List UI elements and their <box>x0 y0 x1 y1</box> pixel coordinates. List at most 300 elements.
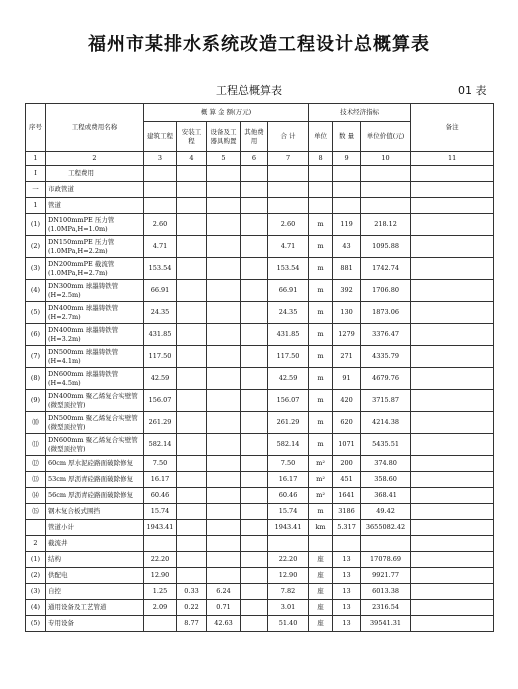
cell-seq: ⒁ <box>26 488 46 504</box>
cell-total: 117.50 <box>268 346 309 368</box>
cell-quantity: 13 <box>333 552 361 568</box>
cell-installation <box>177 536 207 552</box>
cell-equipment <box>207 182 241 198</box>
cell-quantity: 13 <box>333 616 361 632</box>
cell-installation <box>177 390 207 412</box>
cell-remark <box>411 536 494 552</box>
cell-unit-price: 358.60 <box>361 472 411 488</box>
cell-seq: 2 <box>26 536 46 552</box>
cell-other <box>241 198 268 214</box>
cell-unit-price: 374.80 <box>361 456 411 472</box>
cell-name: 管道小计 <box>46 520 144 536</box>
cell-other <box>241 236 268 258</box>
cell-unit <box>309 166 333 182</box>
cell-unit-price: 4679.76 <box>361 368 411 390</box>
cell-name: DN400mm 球墨铸铁管(H=3.2m) <box>46 324 144 346</box>
cell-installation <box>177 182 207 198</box>
cell-name: 通用设备及工艺管道 <box>46 600 144 616</box>
table-row <box>26 552 494 568</box>
cell-unit: 座 <box>309 584 333 600</box>
cell-seq: (4) <box>26 280 46 302</box>
header-total: 合 计 <box>268 122 309 152</box>
column-number: 5 <box>207 152 241 166</box>
cell-installation <box>177 472 207 488</box>
cell-quantity: 620 <box>333 412 361 434</box>
cell-remark <box>411 456 494 472</box>
cell-construction: 2.09 <box>144 600 177 616</box>
cell-unit: m² <box>309 472 333 488</box>
column-number: 4 <box>177 152 207 166</box>
cell-remark <box>411 346 494 368</box>
cell-equipment: 0.71 <box>207 600 241 616</box>
cell-equipment <box>207 390 241 412</box>
cell-seq <box>26 520 46 536</box>
table-row <box>26 472 494 488</box>
cell-remark <box>411 552 494 568</box>
cell-other <box>241 488 268 504</box>
cell-name: 供配电 <box>46 568 144 584</box>
cell-equipment: 6.24 <box>207 584 241 600</box>
cell-installation <box>177 520 207 536</box>
cell-equipment <box>207 520 241 536</box>
cell-total: 2.60 <box>268 214 309 236</box>
cell-installation <box>177 434 207 456</box>
cell-unit <box>309 182 333 198</box>
cell-other <box>241 166 268 182</box>
cell-total: 261.29 <box>268 412 309 434</box>
cell-installation <box>177 504 207 520</box>
column-number: 3 <box>144 152 177 166</box>
cell-installation: 8.77 <box>177 616 207 632</box>
table-row <box>26 434 494 456</box>
cell-construction: 12.90 <box>144 568 177 584</box>
cell-unit: m <box>309 324 333 346</box>
cell-remark <box>411 214 494 236</box>
cell-installation <box>177 302 207 324</box>
cell-name: DN300mm 球墨铸铁管(H=2.5m) <box>46 280 144 302</box>
cell-total: 156.07 <box>268 390 309 412</box>
header-installation: 安装工程 <box>177 122 207 152</box>
cell-construction: 16.17 <box>144 472 177 488</box>
table-row <box>26 488 494 504</box>
cell-quantity: 91 <box>333 368 361 390</box>
cell-quantity: 130 <box>333 302 361 324</box>
cell-total: 66.91 <box>268 280 309 302</box>
cell-unit-price: 49.42 <box>361 504 411 520</box>
cell-name: 钢木复合板式围挡 <box>46 504 144 520</box>
cell-quantity: 13 <box>333 584 361 600</box>
cell-remark <box>411 368 494 390</box>
cell-installation <box>177 198 207 214</box>
cell-equipment <box>207 536 241 552</box>
cell-unit: m <box>309 214 333 236</box>
header-remarks: 备注 <box>411 104 494 152</box>
column-number: 1 <box>26 152 46 166</box>
table-row <box>26 214 494 236</box>
cell-installation <box>177 552 207 568</box>
cell-quantity: 1641 <box>333 488 361 504</box>
cell-unit-price <box>361 182 411 198</box>
cell-unit: 座 <box>309 568 333 584</box>
cell-seq: 1 <box>26 198 46 214</box>
cell-seq: ⑾ <box>26 434 46 456</box>
cell-unit-price: 9921.77 <box>361 568 411 584</box>
cell-remark <box>411 390 494 412</box>
cell-seq: (3) <box>26 584 46 600</box>
cell-other <box>241 504 268 520</box>
cell-construction: 42.59 <box>144 368 177 390</box>
cell-remark <box>411 488 494 504</box>
cell-unit-price: 218.12 <box>361 214 411 236</box>
cell-other <box>241 412 268 434</box>
cell-seq: (8) <box>26 368 46 390</box>
column-number: 2 <box>46 152 144 166</box>
cell-other <box>241 584 268 600</box>
cell-total: 12.90 <box>268 568 309 584</box>
cell-construction <box>144 536 177 552</box>
cell-construction <box>144 616 177 632</box>
cell-remark <box>411 302 494 324</box>
table-row <box>26 302 494 324</box>
cell-name: 专用设备 <box>46 616 144 632</box>
cell-total: 42.59 <box>268 368 309 390</box>
cell-total: 60.46 <box>268 488 309 504</box>
cell-unit-price: 17078.69 <box>361 552 411 568</box>
cell-equipment <box>207 236 241 258</box>
cell-seq: (6) <box>26 324 46 346</box>
table-number: 01 表 <box>458 84 487 97</box>
cell-installation <box>177 456 207 472</box>
header-equipment: 设备及工器具购置 <box>207 122 241 152</box>
cell-remark <box>411 182 494 198</box>
cell-construction: 60.46 <box>144 488 177 504</box>
cell-seq: (9) <box>26 390 46 412</box>
cell-other <box>241 472 268 488</box>
cell-construction <box>144 166 177 182</box>
table-row <box>26 456 494 472</box>
cell-remark <box>411 166 494 182</box>
cell-seq: (1) <box>26 552 46 568</box>
cell-name: 管道 <box>46 198 144 214</box>
cell-name: DN500mm 球墨铸铁管(H=4.1m) <box>46 346 144 368</box>
cell-other <box>241 214 268 236</box>
cell-construction: 22.20 <box>144 552 177 568</box>
cell-total: 582.14 <box>268 434 309 456</box>
table-row <box>26 412 494 434</box>
header-seq: 序号 <box>26 104 46 152</box>
cell-equipment <box>207 280 241 302</box>
table-row <box>26 616 494 632</box>
cell-other <box>241 434 268 456</box>
cell-equipment <box>207 166 241 182</box>
cell-name: DN100mmPE 压力管(1.0MPa,H=1.0m) <box>46 214 144 236</box>
cell-total <box>268 198 309 214</box>
cell-seq: 一 <box>26 182 46 198</box>
cell-installation <box>177 236 207 258</box>
cell-seq: (4) <box>26 600 46 616</box>
cell-quantity: 271 <box>333 346 361 368</box>
column-number: 10 <box>361 152 411 166</box>
cell-equipment <box>207 568 241 584</box>
cell-unit-price <box>361 166 411 182</box>
table-row <box>26 600 494 616</box>
cell-quantity: 13 <box>333 600 361 616</box>
cell-total: 3.01 <box>268 600 309 616</box>
cell-other <box>241 536 268 552</box>
cell-seq: (2) <box>26 236 46 258</box>
cell-total: 4.71 <box>268 236 309 258</box>
cell-unit-price: 1873.06 <box>361 302 411 324</box>
cell-installation <box>177 346 207 368</box>
cell-name: DN400mm 球墨铸铁管(H=2.7m) <box>46 302 144 324</box>
cell-seq: ⒂ <box>26 504 46 520</box>
document-title: 福州市某排水系统改造工程设计总概算表 <box>88 34 430 55</box>
cell-unit-price <box>361 536 411 552</box>
cell-seq: (2) <box>26 568 46 584</box>
cell-unit-price: 368.41 <box>361 488 411 504</box>
cell-unit: m <box>309 346 333 368</box>
cell-name: DN500mm 聚乙烯复合实壁管(微型顶拉管) <box>46 412 144 434</box>
cell-other <box>241 324 268 346</box>
cell-quantity: 420 <box>333 390 361 412</box>
cell-unit: m <box>309 302 333 324</box>
cell-unit-price: 5435.51 <box>361 434 411 456</box>
cell-total: 7.82 <box>268 584 309 600</box>
cell-quantity: 13 <box>333 568 361 584</box>
table-row <box>26 504 494 520</box>
cell-other <box>241 302 268 324</box>
column-number: 6 <box>241 152 268 166</box>
cell-remark <box>411 616 494 632</box>
cell-equipment <box>207 258 241 280</box>
cell-total: 51.40 <box>268 616 309 632</box>
cell-equipment <box>207 324 241 346</box>
cell-unit: 座 <box>309 616 333 632</box>
cell-total <box>268 166 309 182</box>
column-number: 7 <box>268 152 309 166</box>
cell-unit-price: 4214.38 <box>361 412 411 434</box>
table-row <box>26 390 494 412</box>
cell-unit-price: 3376.47 <box>361 324 411 346</box>
cell-construction: 117.50 <box>144 346 177 368</box>
cell-name: 自控 <box>46 584 144 600</box>
estimate-table <box>25 103 494 632</box>
cell-construction: 66.91 <box>144 280 177 302</box>
header-unit: 单位 <box>309 122 333 152</box>
cell-seq: ⑽ <box>26 412 46 434</box>
cell-seq: (1) <box>26 214 46 236</box>
cell-equipment <box>207 368 241 390</box>
header-other: 其他费用 <box>241 122 268 152</box>
cell-construction: 1943.41 <box>144 520 177 536</box>
cell-unit-price: 1095.88 <box>361 236 411 258</box>
cell-unit: 座 <box>309 552 333 568</box>
cell-installation <box>177 166 207 182</box>
cell-installation <box>177 280 207 302</box>
cell-construction <box>144 198 177 214</box>
cell-remark <box>411 504 494 520</box>
cell-other <box>241 280 268 302</box>
cell-name: DN400mm 聚乙烯复合实壁管(微型顶拉管) <box>46 390 144 412</box>
cell-other <box>241 182 268 198</box>
cell-seq: (3) <box>26 258 46 280</box>
cell-other <box>241 258 268 280</box>
cell-unit-price: 6013.38 <box>361 584 411 600</box>
table-row <box>26 568 494 584</box>
cell-equipment <box>207 198 241 214</box>
cell-remark <box>411 280 494 302</box>
cell-construction: 153.54 <box>144 258 177 280</box>
cell-total: 22.20 <box>268 552 309 568</box>
cell-quantity <box>333 182 361 198</box>
cell-equipment <box>207 214 241 236</box>
cell-other <box>241 600 268 616</box>
cell-unit-price: 3655082.42 <box>361 520 411 536</box>
table-row <box>26 258 494 280</box>
cell-other <box>241 456 268 472</box>
cell-total: 1943.41 <box>268 520 309 536</box>
cell-equipment <box>207 552 241 568</box>
cell-installation <box>177 214 207 236</box>
cell-quantity: 43 <box>333 236 361 258</box>
cell-unit <box>309 536 333 552</box>
header-name: 工程或费用名称 <box>46 104 144 152</box>
cell-unit-price: 2316.54 <box>361 600 411 616</box>
cell-unit-price: 3715.87 <box>361 390 411 412</box>
cell-unit-price: 39541.31 <box>361 616 411 632</box>
cell-remark <box>411 324 494 346</box>
cell-other <box>241 390 268 412</box>
column-number: 9 <box>333 152 361 166</box>
cell-equipment <box>207 412 241 434</box>
cell-total: 7.50 <box>268 456 309 472</box>
cell-quantity <box>333 166 361 182</box>
cell-installation <box>177 258 207 280</box>
table-row <box>26 182 494 198</box>
cell-construction: 2.60 <box>144 214 177 236</box>
cell-unit: m² <box>309 456 333 472</box>
cell-remark <box>411 520 494 536</box>
cell-remark <box>411 568 494 584</box>
cell-seq: (5) <box>26 302 46 324</box>
cell-construction: 15.74 <box>144 504 177 520</box>
cell-remark <box>411 198 494 214</box>
header-construction: 建筑工程 <box>144 122 177 152</box>
cell-seq: ⑿ <box>26 456 46 472</box>
header-unit-price: 单位价值(元) <box>361 122 411 152</box>
cell-remark <box>411 472 494 488</box>
cell-quantity: 1071 <box>333 434 361 456</box>
table-row <box>26 368 494 390</box>
cell-name: DN150mmPE 压力管(1.0MPa,H=2.2m) <box>46 236 144 258</box>
cell-equipment <box>207 488 241 504</box>
cell-name: 53cm 厚沥青砼路面破除修复 <box>46 472 144 488</box>
cell-quantity: 881 <box>333 258 361 280</box>
cell-quantity <box>333 198 361 214</box>
cell-equipment: 42.63 <box>207 616 241 632</box>
cell-name: 截流井 <box>46 536 144 552</box>
cell-construction <box>144 182 177 198</box>
cell-equipment <box>207 434 241 456</box>
cell-seq: (7) <box>26 346 46 368</box>
cell-installation <box>177 368 207 390</box>
cell-construction: 431.85 <box>144 324 177 346</box>
cell-construction: 4.71 <box>144 236 177 258</box>
cell-unit: km <box>309 520 333 536</box>
cell-total <box>268 182 309 198</box>
table-row <box>26 346 494 368</box>
cell-other <box>241 346 268 368</box>
cell-equipment <box>207 346 241 368</box>
table-caption: 工程总概算表 <box>216 84 282 97</box>
cell-quantity: 392 <box>333 280 361 302</box>
cell-unit: m <box>309 368 333 390</box>
cell-equipment <box>207 302 241 324</box>
cell-total: 16.17 <box>268 472 309 488</box>
cell-unit: 座 <box>309 600 333 616</box>
table-row <box>26 198 494 214</box>
cell-unit: m² <box>309 488 333 504</box>
cell-construction: 24.35 <box>144 302 177 324</box>
cell-remark <box>411 434 494 456</box>
cell-remark <box>411 600 494 616</box>
cell-installation: 0.22 <box>177 600 207 616</box>
table-row <box>26 536 494 552</box>
cell-unit-price: 1706.80 <box>361 280 411 302</box>
table-row <box>26 584 494 600</box>
cell-name: DN600mm 聚乙烯复合实壁管(微型顶拉管) <box>46 434 144 456</box>
cell-remark <box>411 584 494 600</box>
cell-name: DN600mm 球墨铸铁管(H=4.5m) <box>46 368 144 390</box>
cell-total: 24.35 <box>268 302 309 324</box>
cell-seq: ⒀ <box>26 472 46 488</box>
cell-unit: m <box>309 236 333 258</box>
cell-unit: m <box>309 258 333 280</box>
cell-quantity: 3186 <box>333 504 361 520</box>
column-number: 8 <box>309 152 333 166</box>
cell-other <box>241 552 268 568</box>
cell-installation <box>177 568 207 584</box>
cell-equipment <box>207 456 241 472</box>
cell-remark <box>411 412 494 434</box>
table-row <box>26 236 494 258</box>
cell-construction: 1.25 <box>144 584 177 600</box>
header-estimate-group: 概 算 金 额(万元) <box>144 104 309 122</box>
cell-name: DN200mmPE 截流管(1.0MPa,H=2.7m) <box>46 258 144 280</box>
cell-total <box>268 536 309 552</box>
cell-unit: m <box>309 412 333 434</box>
cell-name: 工程费用 <box>46 166 144 182</box>
cell-name: 56cm 厚沥青砼路面破除修复 <box>46 488 144 504</box>
cell-total: 153.54 <box>268 258 309 280</box>
cell-total: 15.74 <box>268 504 309 520</box>
cell-name: 60cm 厚水泥砼路面破除修复 <box>46 456 144 472</box>
cell-name: 市政管道 <box>46 182 144 198</box>
cell-remark <box>411 258 494 280</box>
cell-remark <box>411 236 494 258</box>
cell-other <box>241 368 268 390</box>
cell-construction: 582.14 <box>144 434 177 456</box>
cell-quantity: 200 <box>333 456 361 472</box>
cell-construction: 156.07 <box>144 390 177 412</box>
cell-other <box>241 616 268 632</box>
cell-equipment <box>207 472 241 488</box>
header-quantity: 数 量 <box>333 122 361 152</box>
cell-quantity: 5.317 <box>333 520 361 536</box>
cell-other <box>241 520 268 536</box>
cell-quantity: 119 <box>333 214 361 236</box>
cell-unit: m <box>309 280 333 302</box>
